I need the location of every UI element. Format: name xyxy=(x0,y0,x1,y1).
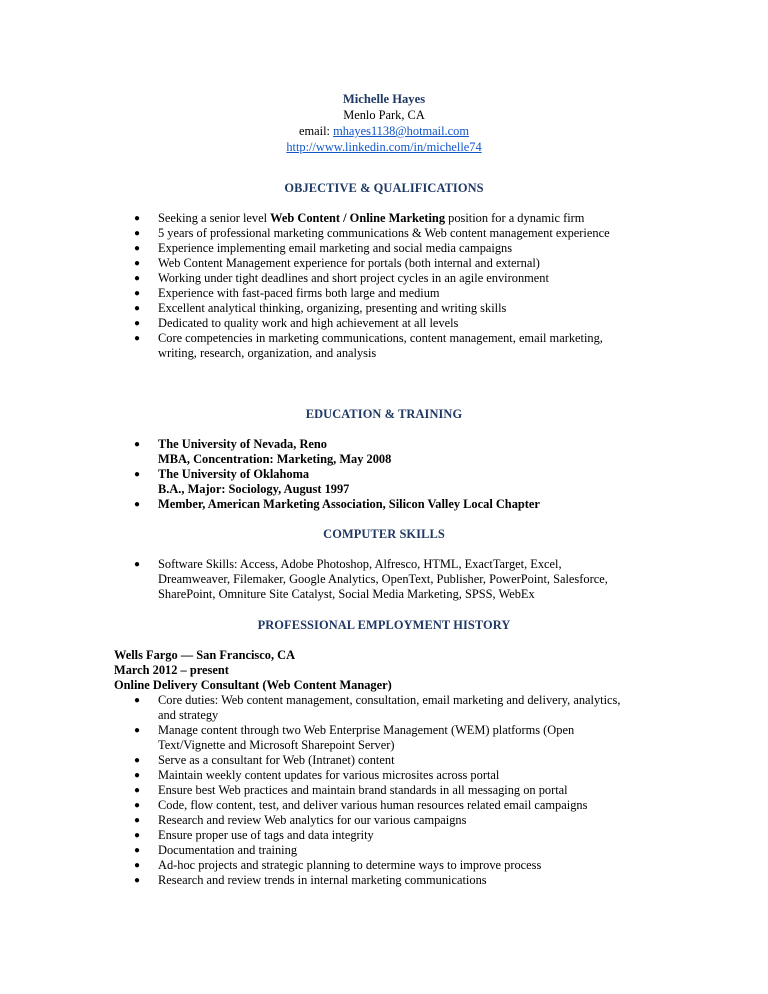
bullet-icon: ● xyxy=(134,755,141,766)
bullet-icon: ● xyxy=(134,499,141,510)
bullet-icon: ● xyxy=(134,258,141,269)
list-item: ● The University of Oklahoma B.A., Major: Sociology, August 1997 xyxy=(134,467,350,496)
bullet-icon: ● xyxy=(134,845,141,856)
list-item: ● Seeking a senior level Web Content / Online Marketing position for a dynamic firm xyxy=(134,211,585,225)
list-item: ● Code, flow content, test, and deliver various human resources related email campaigns xyxy=(134,798,588,812)
list-item: ● Web Content Management experience for portals (both internal and external) xyxy=(134,256,540,270)
email-label: email: xyxy=(299,124,330,138)
objective-list xyxy=(0,211,768,361)
bullet-icon: ● xyxy=(134,725,141,736)
bullet-icon: ● xyxy=(134,800,141,811)
list-item: ● Dedicated to quality work and high achievement at all levels xyxy=(134,316,459,330)
list-item: ● Working under tight deadlines and short project cycles in an agile environment xyxy=(134,271,549,285)
email-link[interactable]: mhayes1138@hotmail.com xyxy=(333,124,469,138)
bullet-icon: ● xyxy=(134,213,141,224)
bullet-icon: ● xyxy=(134,770,141,781)
list-item: ● The University of Nevada, Reno MBA, Concentration: Marketing, May 2008 xyxy=(134,437,392,466)
list-item: ● Maintain weekly content updates for various microsites across portal xyxy=(134,768,500,782)
job-dates: March 2012 – present xyxy=(114,663,229,677)
objective-heading: OBJECTIVE & QUALIFICATIONS xyxy=(284,181,484,195)
job-title: Online Delivery Consultant (Web Content Manager) xyxy=(114,678,392,692)
bullet-icon: ● xyxy=(134,318,141,329)
list-item: ● Member, American Marketing Association, Silicon Valley Local Chapter xyxy=(134,497,540,511)
list-item: ● Documentation and training xyxy=(134,843,298,857)
bullet-icon: ● xyxy=(134,228,141,239)
bullet-icon: ● xyxy=(134,785,141,796)
bullet-icon: ● xyxy=(134,875,141,886)
email-line xyxy=(0,123,768,139)
education-list xyxy=(0,437,768,512)
list-item: ● Experience implementing email marketing and social media campaigns xyxy=(134,241,513,255)
list-item: ● Core duties: Web content management, consultation, email marketing and delivery, analytics, and strategy xyxy=(134,693,621,722)
list-item: ● Software Skills: Access, Adobe Photoshop, Alfresco, HTML, ExactTarget, Excel, Dreamweaver, Filemaker, Google Analytics, OpenText, Publisher, PowerPoint, Salesforce, SharePoint, Omniture Site Catalyst, Social Media Marketing, SPSS, WebEx xyxy=(134,557,608,601)
linkedin-link[interactable]: http://www.linkedin.com/in/michelle74 xyxy=(286,140,482,154)
bullet-icon: ● xyxy=(134,288,141,299)
list-item: ● Research and review trends in internal marketing communications xyxy=(134,873,487,887)
list-item: ● Manage content through two Web Enterprise Management (WEM) platforms (Open Text/Vignette and Microsoft Sharepoint Server) xyxy=(134,723,575,752)
company: Wells Fargo — San Francisco, CA xyxy=(114,648,296,662)
list-item: ● Excellent analytical thinking, organizing, presenting and writing skills xyxy=(134,301,507,315)
bullet-icon: ● xyxy=(134,303,141,314)
list-item: ● Ensure best Web practices and maintain brand standards in all messaging on portal xyxy=(134,783,568,797)
bullet-icon: ● xyxy=(134,273,141,284)
bullet-icon: ● xyxy=(134,815,141,826)
list-item: ● Experience with fast-paced firms both large and medium xyxy=(134,286,440,300)
skills-list xyxy=(0,557,768,602)
list-item: ● 5 years of professional marketing communications & Web content management experience xyxy=(134,226,610,240)
bullet-icon: ● xyxy=(134,695,141,706)
bullet-icon: ● xyxy=(134,469,141,480)
bullet-icon: ● xyxy=(134,243,141,254)
bullet-icon: ● xyxy=(134,830,141,841)
candidate-name: Michelle Hayes xyxy=(342,92,426,106)
bullet-icon: ● xyxy=(134,439,141,450)
candidate-location: Menlo Park, CA xyxy=(343,108,425,122)
education-heading: EDUCATION & TRAINING xyxy=(305,407,463,421)
list-item: ● Ensure proper use of tags and data integrity xyxy=(134,828,374,842)
employment-heading: PROFESSIONAL EMPLOYMENT HISTORY xyxy=(257,618,511,632)
list-item: ● Serve as a consultant for Web (Intranet) content xyxy=(134,753,395,767)
bullet-icon: ● xyxy=(134,860,141,871)
list-item: ● Ad-hoc projects and strategic planning to determine ways to improve process xyxy=(134,858,542,872)
skills-heading: COMPUTER SKILLS xyxy=(323,527,445,541)
employment-list xyxy=(0,693,768,888)
resume-header xyxy=(0,91,768,155)
job-header xyxy=(114,648,392,693)
bullet-icon: ● xyxy=(134,333,141,344)
bullet-icon: ● xyxy=(134,559,141,570)
list-item: ● Research and review Web analytics for our various campaigns xyxy=(134,813,467,827)
list-item: ● Core competencies in marketing communications, content management, email marketing, writing, research, organization, and analysis xyxy=(134,331,603,360)
